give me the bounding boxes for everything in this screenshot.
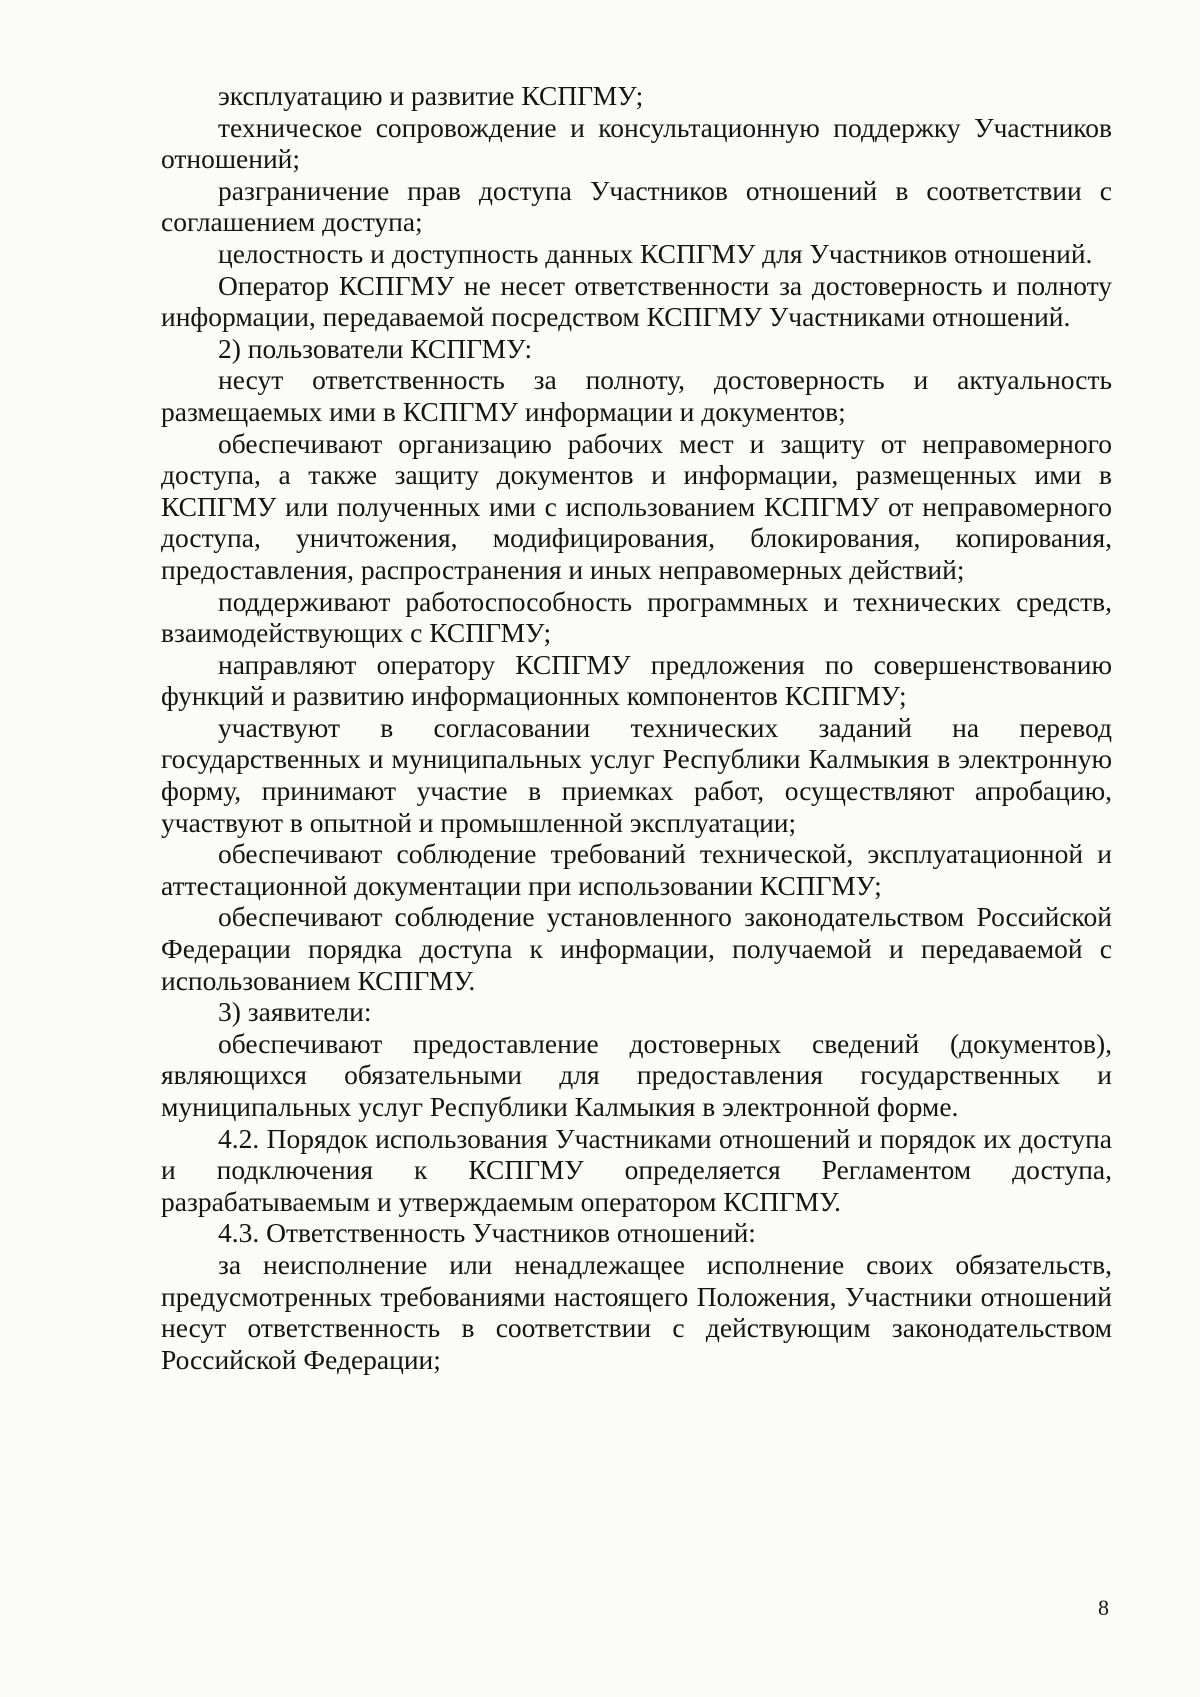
- paragraph: обеспечивают соблюдение требований технической, эксплуатационной и аттестационной документации при использовании КСПГМУ;: [161, 838, 1112, 901]
- paragraph: 4.2. Порядок использования Участниками отношений и порядок их доступа и подключения к КСПГМУ определяется Регламентом доступа, разрабатываемым и утверждаемым оператором КСПГМУ.: [161, 1122, 1112, 1217]
- page-number: 8: [1098, 1595, 1109, 1620]
- paragraph: 2) пользователи КСПГМУ:: [218, 332, 533, 364]
- paragraph: 4.3. Ответственность Участников отношений:: [218, 1217, 756, 1249]
- paragraph: целостность и доступность данных КСПГМУ для Участников отношений.: [218, 237, 1093, 269]
- paragraph: обеспечивают соблюдение установленного законодательством Российской Федерации порядка доступа к информации, получаемой и передаваемой с использованием КСПГМУ.: [161, 901, 1112, 996]
- paragraph: несут ответственность за полноту, достоверность и актуальность размещаемых ими в КСПГМУ информации и документов;: [161, 364, 1112, 427]
- paragraph: эксплуатацию и развитие КСПГМУ;: [218, 80, 644, 111]
- paragraph: техническое сопровождение и консультационную поддержку Участников отношений;: [161, 111, 1112, 175]
- paragraph: участвуют в согласовании технических заданий на перевод государственных и муниципальных услуг Республики Калмыкия в электронную форму, принимают участие в приемках работ, осуществляют апробацию, участвуют в опытной и промышленной эксплуатации;: [161, 711, 1112, 838]
- paragraph: Оператор КСПГМУ не несет ответственности за достоверность и полноту информации, передаваемой посредством КСПГМУ Участниками отношений.: [161, 269, 1112, 333]
- paragraph: поддерживают работоспособность программных и технических средств, взаимодействующих с КСПГМУ;: [161, 585, 1112, 649]
- paragraph: 3) заявители:: [218, 996, 372, 1028]
- paragraph: обеспечивают организацию рабочих мест и защиту от неправомерного доступа, а также защиту документов и информации, размещенных ими в КСПГМУ или полученных ими с использованием КСПГМУ от неправомерного доступа, уничтожения, модифицирования, блокирования, копирования, предоставления, распространения и иных неправомерных действий;: [161, 427, 1112, 585]
- paragraph: разграничение прав доступа Участников отношений в соответствии с соглашением доступа;: [161, 174, 1112, 238]
- paragraph: направляют оператору КСПГМУ предложения по совершенствованию функций и развитию информационных компонентов КСПГМУ;: [161, 648, 1112, 712]
- document-body: [161, 80, 1112, 1375]
- paragraph: за неисполнение или ненадлежащее исполнение своих обязательств, предусмотренных требованиями настоящего Положения, Участники отношений несут ответственность в соответствии с действующим законодательством Российской Федерации;: [161, 1248, 1112, 1375]
- paragraph: обеспечивают предоставление достоверных сведений (документов), являющихся обязательными для предоставления государственных и муниципальных услуг Республики Калмыкия в электронной форме.: [161, 1027, 1112, 1122]
